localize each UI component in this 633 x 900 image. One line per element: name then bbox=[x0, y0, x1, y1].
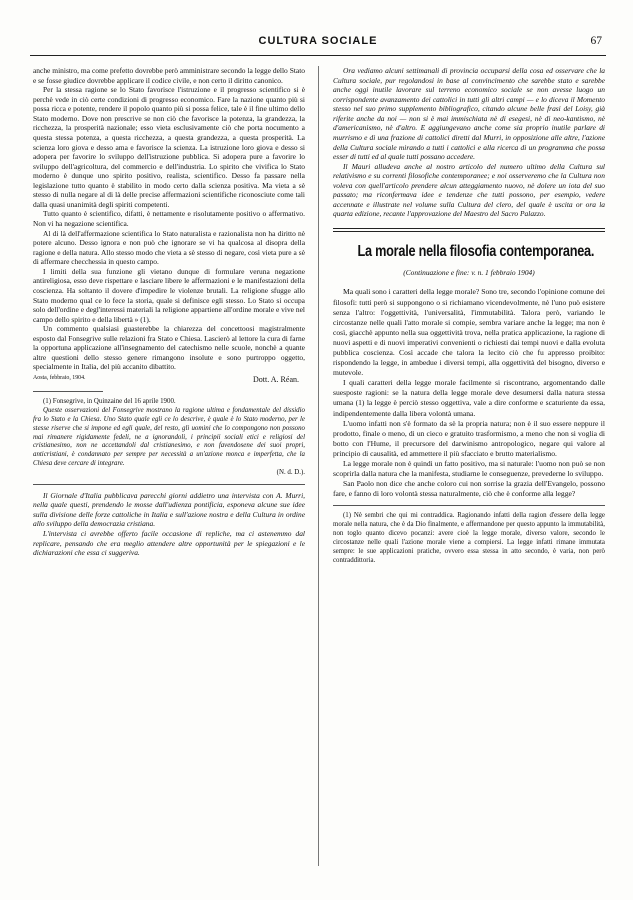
right-column bbox=[333, 66, 605, 565]
paragraph: anche ministro, ma come prefetto dovrebbe però amministrare secondo la legge dello Stato e se fosse giudice dovrebbe applicare il codice civile, e non certo il diritto canonico. bbox=[33, 66, 305, 85]
editorial-paragraph: Il Giornale d'Italia pubblicava parecchi giorni addietro una intervista con A. Murri, nella quale questi, prendendo le mosse dall'udienza pontificia, esponeva alcune sue idee sulla divisione delle forze cattoliche in Italia e sull'azione nostra e della Cultura in ordine allo sviluppo della democrazia cristiana. bbox=[33, 490, 305, 529]
paragraph: Per la stessa ragione se lo Stato favorisce l'istruzione e il progresso scientifico si è perchè vede in ciò certe condizioni di progresso economico. Fare la nazione quanto più si possa ricca e potente, rendere il popolo quanto più si possa felice, tale è il fine ultimo dello Stato moderno. Dove non prescrive se non ciò che favorisce la potenza, la grandezza, la ricchezza, la prosperità nazionale; esso vieta esclusivamente ciò che porta nocumento a questa stessa potenza, a questa ricchezza, a questa grandezza, a questa prosperità. La scienza loro giova e desso ama e favorisce la scienza. La istruzione loro giova e desso si adopera per favorire lo sviluppo dell'istruzione pubblica. Si adopera pure a favorire lo sviluppo dell'agricoltura, del commercio e dell'industria. Lo spirito che vivifica lo Stato moderno è dunque uno spirito positivo, realista, scientifico. Desso fa passare nella legislazione tutto quanto è stabilito in modo certo dalla scienza positiva. Ma vieta a sè stesso di nulla negare al di là delle precise affermazioni scientifiche riconosciute come tali dalla quasi unanimità degli spiriti competenti. bbox=[33, 85, 305, 209]
page-header bbox=[30, 30, 606, 52]
signature-place: Aosta, febbraio, 1904. bbox=[33, 375, 86, 381]
paragraph: San Paolo non dice che anche coloro cui non sorrise la grazia dell'Evangelo, possono fare, e fanno di loro volontà stessa naturalmente, ciò che è conforme alla legge? bbox=[333, 479, 605, 499]
paragraph: L'uomo infatti non s'è formato da sè la propria natura; non è il suo essere neppure il prodotto, finale o meno, di un cieco e gratuito trasformismo, a meno che non si voglia di botto con l'Hume, il precursore del darwinismo antropologico, negare qui valore al principio di causalità, ed ammettere il più sfacciato e brutto materialismo. bbox=[333, 418, 605, 458]
editorial-paragraph: Ora vediamo alcuni settimanali di provincia occuparsi della cosa ed osservare che la Cultura sociale, pur regolandosi in base al convincimento che sarebbe stato e sarebbe anche oggi inutile lavorare sul terreno economico sociale se non avesse luogo un corrispondente avanzamento dei cattolici in tutti gli altri campi — e lo diceva il Momento stesso nel suo primo supplemento bibliografico, citando alcune belle frasi del Loisy, già riferite anche da noi — non si è mai immischiata nè di esegesi, nè di neo-kantismo, nè d'americanismo, nè d'altro. E aggiungevano anche come sia proprio inutile parlare di murrismo e di una frazione di cattolici diretti dal Murri, in opposizione alle altre, l'azione della Cultura sociale mirando a tutti i cattolici e alla ricerca di un programma che possa esser di tutti ed al quale tutti possano accedere. bbox=[333, 66, 605, 162]
article-subtitle: (Continuazione e fine: v. n. 1 febbraio 1904) bbox=[403, 267, 535, 277]
paragraph: I limiti della sua funzione gli vietano dunque di formulare veruna negazione antireligiosa, esso deve rispettare e lasciare libere le affermazioni e le manifestazioni della coscienza. Ha soltanto il dovere d'impedire le violenze brutali. La religione sfugge allo Stato moderno qual ce lo fece la storia, quale si definisce egli stesso. Lo Stato si occupa solo dell'ordine e degl'interessi materiali la religione appartiene all'ordine morale e vive nel campo dello spirito e della libertà » (1). bbox=[33, 266, 305, 324]
running-title: CULTURA SOCIALE bbox=[258, 35, 378, 47]
divider bbox=[33, 484, 305, 485]
signature-line bbox=[33, 375, 305, 385]
section-rule bbox=[333, 228, 605, 232]
footnote-rule bbox=[333, 505, 605, 506]
paragraph: Un commento qualsiasi guasterebbe la chiarezza del concettoosi magistralmente esposto dal Fonsegrive sulle relazioni fra Stato e Chiesa. Lascierò al lettore la cura di farne la opportuna applicazione all'insegnamento del catechismo nelle scuole, nonchè a quante altre questioni dello stesso genere rimangono insolute e sono purtroppo oggetto, specialmente in Italia, del più accanito dibattito. bbox=[33, 324, 305, 372]
left-column bbox=[33, 66, 305, 558]
footnote-rule bbox=[33, 391, 103, 392]
footnote: (1) Nè sembri che qui mi contraddica. Ragionando infatti della ragion d'essere della legge morale nella natura, che è da Dio finalmente, e affermandone per questo appunto la immutabilità, non toglo quanto dicevo pocanzi: avere cioè la legge morale, diverso valore, secondo le circostanze nelle quali l'azione morale viene a compiersi. La legge infatti rimane immutata sempre: le sue applicazioni pratiche, ovvero essa stessa in atto secondo, è varia, non però contraddittoria. bbox=[333, 512, 605, 564]
column-separator bbox=[318, 66, 319, 866]
signature-author: Dott. A. Réan. bbox=[253, 375, 299, 384]
paragraph: Tutto quanto è scientifico, difatti, è nettamente e risolutamente positivo o affermativo. Non vi ha negazione scientifica. bbox=[33, 209, 305, 228]
article-body bbox=[333, 287, 605, 499]
header-rule bbox=[30, 55, 606, 56]
paragraph: I quali caratteri della legge morale facilmente si riscontrano, argomentando dalle suesposte ragioni: se la natura della legge morale deve desumersi dalla natura stessa umana (1) la legge è perciò stesso oggettiva, vale a dire conforme e scaturiente da essa, indipendentemente dalla libera volontà umana. bbox=[333, 378, 605, 418]
footnote bbox=[33, 398, 305, 477]
page-number: 67 bbox=[590, 35, 602, 47]
editor-note-tag: (N. d. D.). bbox=[276, 468, 305, 476]
footnote-ref: (1) Fonsegrive, in Quinzaine del 16 aprile 1900. bbox=[43, 398, 176, 406]
footnote-text: Queste osservazioni del Fonsegrive mostrano la ragione ultima e fondamentale del dissidio fra lo Stato e la Chiesa. Uno Stato quale egli ce lo descrive, è quale è lo Stato moderno, per le stesse riserve che si impone ed egli quale, del resto, gli uomini che lo compongono non possono mai rimanere rigidamente fedeli, ne a ignorandoli, i principii sociali etici e religiosi del cristianesimo, non ne accettandoli dal cristianesimo, e non favendosene dei suoi propri, anticristiani, è condannato per sempre per necessità a un'azione monca e imperfetta, che la Chiesa deve cercare di integrare. bbox=[33, 407, 305, 468]
editorial-paragraph: L'intervista ci avrebbe offerto facile occasione di repliche, ma ci astenemmo dal replicare, pensando che era meglio attendere altre opportunità per le spiegazioni e le dichiarazioni che essa ci suggeriva. bbox=[33, 528, 305, 558]
paragraph: La legge morale non è quindi un fatto positivo, ma si naturale: l'uomo non può se non scoprirla dalla natura che la manifesta, studiarne le conseguenze, prevederne lo sviluppo. bbox=[333, 459, 605, 479]
paragraph: Al di là dell'affermazione scientifica lo Stato naturalista e razionalista non ha diritto nè potere alcuno. Desso ignora e non può che ignorare se vi ha qualcosa al disopra della ragione e della natura. Allo stesso modo che vieta a sè stesso di negare, così vieta pure a sè di affermare checchessia in questo campo. bbox=[33, 228, 305, 267]
editorial-paragraph: Il Mauri alludeva anche al nostro articolo del numero ultimo della Cultura sul relativismo e su correnti filosofiche contemporanee; e noi osserveremo che la Cultura non voleva con quell'articolo prendere alcun atteggiamento nuovo, nè dolere un iota del suo passato; ma riconfermava idee e tendenze che tutti possono, per esempio, vedere accennate e illustrate nel volume sulla Cultura del clero, del quale è uscita or ora la quarta edizione, recante l'approvazione del Maestro del Sacro Palazzo. bbox=[333, 161, 605, 219]
paragraph: Ma quali sono i caratteri della legge morale? Sono tre, secondo l'opinione comune dei filosofi: tutti però si suppongono o si richiamano vicendevolmente, nè l'uno può esistere senza l'altro: l'oggettività, l'universalità, l'immutabilità. Talora però, variando le circostanze nelle quali l'atto morale si compie, sembra variare anche la legge; ma non è così, giacchè appunto nella sua oggettività trova, nella pratica applicazione, la ragione di nuovi aspetti e di nuovi imperativi convenienti o richiesti dai tempi nuovi e dalla evoluta pubblica coscienza. Così accade che talora la lecito ciò che fu appresso proibito: rispondendo la legge, in ambedue i diversi tempi, alla oggettività del bisogno, diverso e mutevole. bbox=[333, 287, 605, 378]
article-title: La morale nella filosofia contemporanea. bbox=[357, 243, 595, 260]
